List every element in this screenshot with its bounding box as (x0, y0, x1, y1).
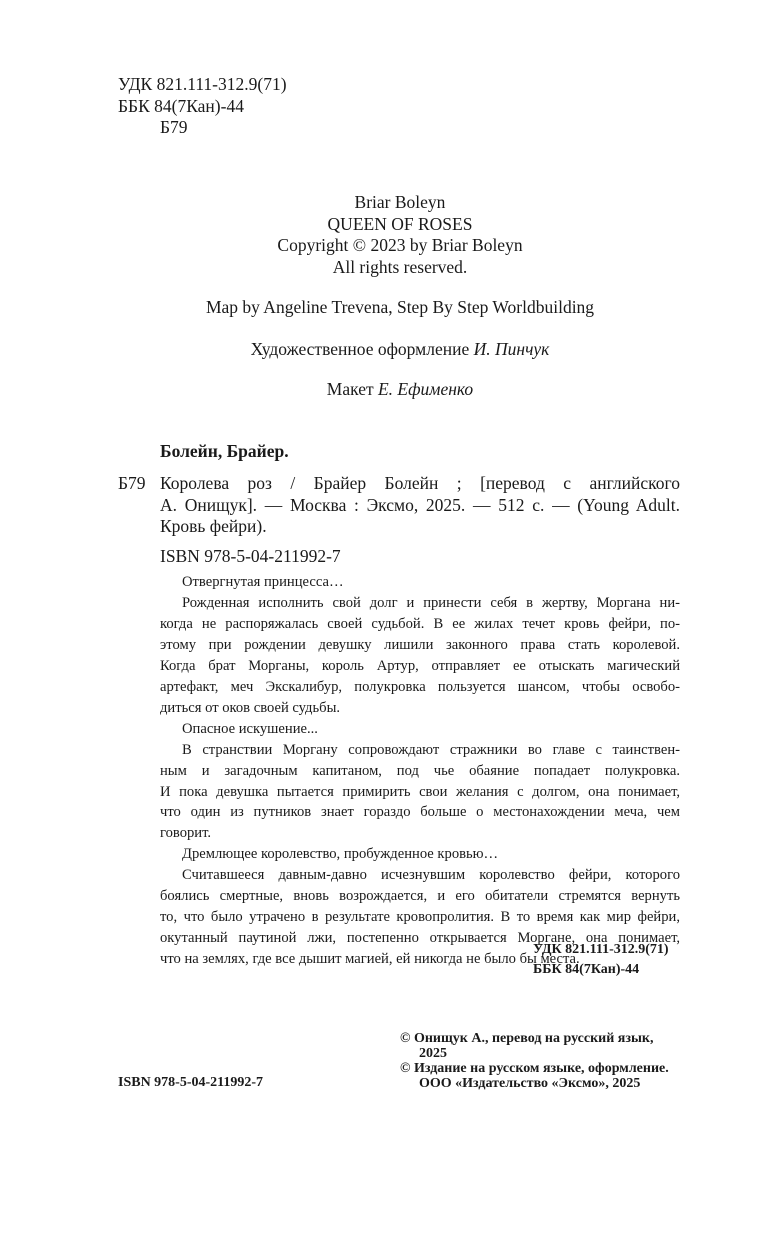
annotation-line: этому при рождении девушку лишили законного права стать королевой. (160, 636, 680, 653)
original-copyright: Copyright © 2023 by Briar Boleyn (277, 235, 523, 255)
original-edition-block (0, 192, 768, 278)
annotation-paragraph (160, 593, 680, 719)
original-author: Briar Boleyn (354, 192, 446, 212)
annotation-paragraph (160, 740, 680, 845)
annotation-line: ным и загадочным капитаном, под чье обаяние попадает полукровка. (160, 762, 680, 779)
annotation-line: говорит. (160, 825, 212, 842)
annotation-line: боялись смертные, вновь возрождается, и его обитатели стремятся вернуть (160, 888, 680, 905)
annotation-line: В странствии Моргану сопровождают стражники во главе с таинствен- (182, 741, 680, 758)
annotation-line: окутанный паутиной лжи, постепенно открывается Моргане, она понимает, (160, 930, 680, 947)
annotation-line: когда не распоряжалась своей судьбой. В ее жилах течет кровь фейри, по- (160, 615, 680, 632)
description-line: Королева роз / Брайер Болейн ; [перевод с английского (160, 473, 680, 493)
annotation-line: И пока девушка пытается примирить свои желания с долгом, она понимает, (160, 783, 680, 800)
annotation-line: Считавшееся давным-давно исчезнувшим королевство фейри, которого (182, 867, 680, 884)
bbk-bottom: ББК 84(7Кан)-44 (533, 962, 640, 977)
udk-code: УДК 821.111-312.9(71) (118, 74, 287, 94)
annotation-paragraph (160, 719, 680, 740)
design-label: Художественное оформление (250, 339, 474, 359)
author-sign: Б79 (160, 117, 188, 137)
rights-notice: All rights reserved. (332, 256, 468, 277)
copyright-block (400, 1031, 669, 1091)
layout-credit (0, 379, 768, 401)
design-name: И. Пинчук (473, 339, 550, 359)
annotation-line: Дремлющее королевство, пробужденное кровью… (182, 846, 499, 863)
annotation-line: Отвергнутая принцесса… (182, 574, 344, 590)
annotation-line: что на землях, где все дышит магией, ей никогда не было бы места. (160, 951, 580, 968)
layout-label: Макет (326, 379, 378, 399)
copyright-translation-year: 2025 (419, 1046, 447, 1061)
annotation-line: то, что было утрачено в результате кровопролития. В то время как мир фейри, (160, 909, 680, 926)
map-credit: Map by Angeline Trevena, Step By Step Worldbuilding (205, 297, 595, 317)
annotation (160, 572, 680, 970)
description-line: А. Онищук]. — Москва : Эксмо, 2025. — 512 с. — (Young Adult. (160, 494, 680, 515)
annotation-line: что один из путников знает гораздо больше о местонахождении меча, чем (160, 804, 680, 821)
isbn: ISBN 978-5-04-211992-7 (160, 546, 341, 566)
annotation-line: Опасное искушение... (182, 720, 318, 737)
copyright-translation: © Онищук А., перевод на русский язык, (400, 1031, 654, 1046)
bibliographic-description (160, 473, 680, 538)
copyright-publisher: ООО «Издательство «Эксмо», 2025 (419, 1076, 641, 1091)
annotation-line: диться от оков своей судьбы. (160, 699, 341, 716)
annotation-paragraph (160, 572, 680, 593)
udk-bottom: УДК 821.111-312.9(71) (533, 942, 669, 957)
annotation-line: Рожденная исполнить свой долг и принести себя в жертву, Моргана ни- (182, 594, 680, 611)
annotation-line: артефакт, меч Экскалибур, полукровка пользуется шансом, чтобы освобо- (160, 678, 680, 695)
annotation-line: Когда брат Морганы, король Артур, отправляет ее отыскать магический (160, 657, 680, 674)
bibliographic-heading: Болейн, Брайер. (160, 441, 289, 461)
classification-block (118, 74, 287, 139)
copyright-edition: © Издание на русском языке, оформление. (400, 1061, 669, 1076)
design-credit (0, 339, 768, 361)
description-line: Кровь фейри). (160, 516, 267, 536)
layout-name: Е. Ефименко (377, 379, 474, 399)
isbn-bottom: ISBN 978-5-04-211992-7 (118, 1075, 264, 1090)
original-title: QUEEN OF ROSES (327, 213, 473, 234)
author-sign-entry: Б79 (118, 473, 146, 493)
udk-bbk-bottom (533, 940, 669, 980)
bbk-code: ББК 84(7Кан)-44 (118, 95, 244, 116)
annotation-paragraph (160, 844, 680, 865)
